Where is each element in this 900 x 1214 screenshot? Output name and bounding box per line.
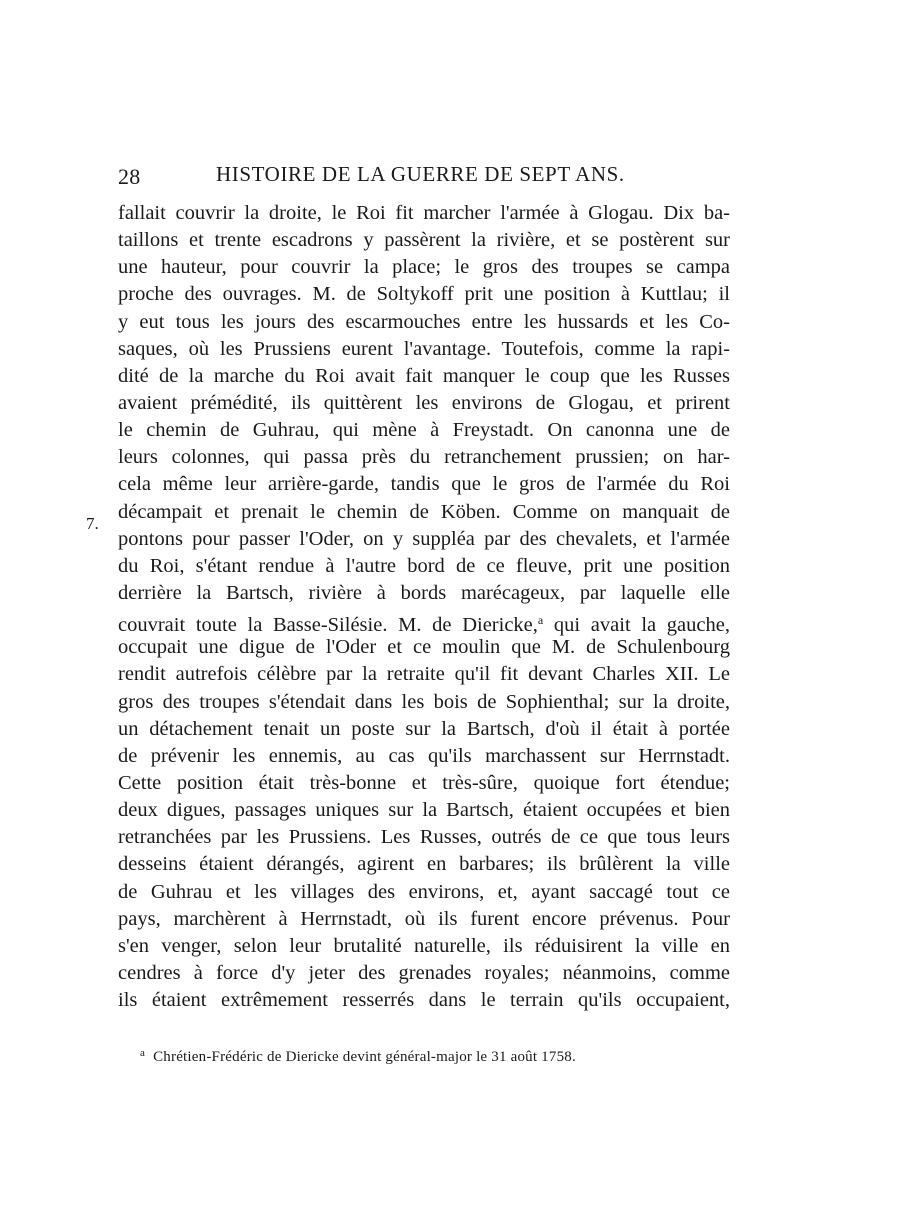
- running-head: [118, 160, 730, 192]
- text-line: du Roi, s'étant rendue à l'autre bord de ce fleuve, prit une position: [118, 554, 730, 577]
- text-line: proche des ouvrages. M. de Soltykoff prit une position à Kuttlau; il: [118, 283, 730, 306]
- text-line: cendres à force d'y jeter des grenades royales; néanmoins, comme: [118, 961, 730, 984]
- text-line: cela même leur arrière-garde, tandis que le gros de l'armée du Roi: [118, 473, 730, 496]
- text-line-head: couvrait toute la Basse-Silésie. M. de Diericke,: [118, 614, 538, 637]
- text-line: derrière la Bartsch, rivière à bords marécageux, par laquelle elle: [118, 581, 730, 604]
- text-line: dité de la marche du Roi avait fait manquer le coup que les Russes: [118, 364, 730, 387]
- text-line: avaient prémédité, ils quittèrent les environs de Glogau, et prirent: [118, 391, 730, 414]
- page-number: 28: [118, 164, 141, 189]
- text-line: fallait couvrir la droite, le Roi fit marcher l'armée à Glogau. Dix ba-: [118, 202, 730, 224]
- footnote-text: Chrétien-Frédéric de Diericke devint général-major le 31 août 1758.: [153, 1049, 576, 1065]
- text-line: de prévenir les ennemis, au cas qu'ils marchassent sur Herrnstadt.: [118, 744, 730, 767]
- footnote: [140, 1047, 576, 1066]
- text-line: le chemin de Guhrau, qui mène à Freystadt. On canonna une de: [118, 419, 730, 442]
- text-line-with-footnote-ref: [118, 607, 730, 637]
- running-title: HISTOIRE DE LA GUERRE DE SEPT ANS.: [216, 162, 625, 186]
- text-line: retranchées par les Prussiens. Les Russes, outrés de ce que tous leurs: [118, 826, 730, 849]
- text-line: de Guhrau et les villages des environs, et, ayant saccagé tout ce: [118, 880, 730, 903]
- text-line: occupait une digue de l'Oder et ce moulin que M. de Schulenbourg: [118, 636, 730, 659]
- text-line: taillons et trente escadrons y passèrent la rivière, et se postèrent sur: [118, 229, 730, 252]
- text-line: gros des troupes s'étendait dans les bois de Sophienthal; sur la droite,: [118, 690, 730, 713]
- text-line: ils étaient extrêmement resserrés dans le terrain qu'ils occupaient,: [118, 989, 730, 1012]
- text-line: saques, où les Prussiens eurent l'avantage. Toutefois, comme la rapi-: [118, 337, 730, 360]
- footnote-ref: a: [537, 613, 544, 628]
- text-line-tail: qui avait la gauche,: [553, 614, 730, 637]
- text-line: rendit autrefois célèbre par la retraite qu'il fit devant Charles XII. Le: [118, 663, 730, 686]
- text-line: y eut tous les jours des escarmouches entre les hussards et les Co-: [118, 310, 730, 333]
- margin-note: 7.: [86, 514, 99, 533]
- text-line: un détachement tenait un poste sur la Bartsch, d'où il était à portée: [118, 717, 730, 740]
- text-line: desseins étaient dérangés, agirent en barbares; ils brûlèrent la ville: [118, 853, 730, 876]
- text-line: deux digues, passages uniques sur la Bartsch, étaient occupées et bien: [118, 799, 730, 822]
- text-line: leurs colonnes, qui passa près du retranchement prussien; on har-: [118, 446, 730, 469]
- text-line: décampait et prenait le chemin de Köben. Comme on manquait de: [118, 500, 730, 523]
- text-line: pontons pour passer l'Oder, on y suppléa par des chevalets, et l'armée: [118, 527, 730, 550]
- text-line: s'en venger, selon leur brutalité naturelle, ils réduisirent la ville en: [118, 934, 730, 957]
- text-line: pays, marchèrent à Herrnstadt, où ils furent encore prévenus. Pour: [118, 907, 730, 930]
- text-line: une hauteur, pour couvrir la place; le gros des troupes se campa: [118, 256, 730, 279]
- text-line: Cette position était très-bonne et très-sûre, quoique fort étendue;: [118, 771, 730, 794]
- body-text: [118, 200, 730, 1014]
- footnote-mark: a: [140, 1047, 146, 1059]
